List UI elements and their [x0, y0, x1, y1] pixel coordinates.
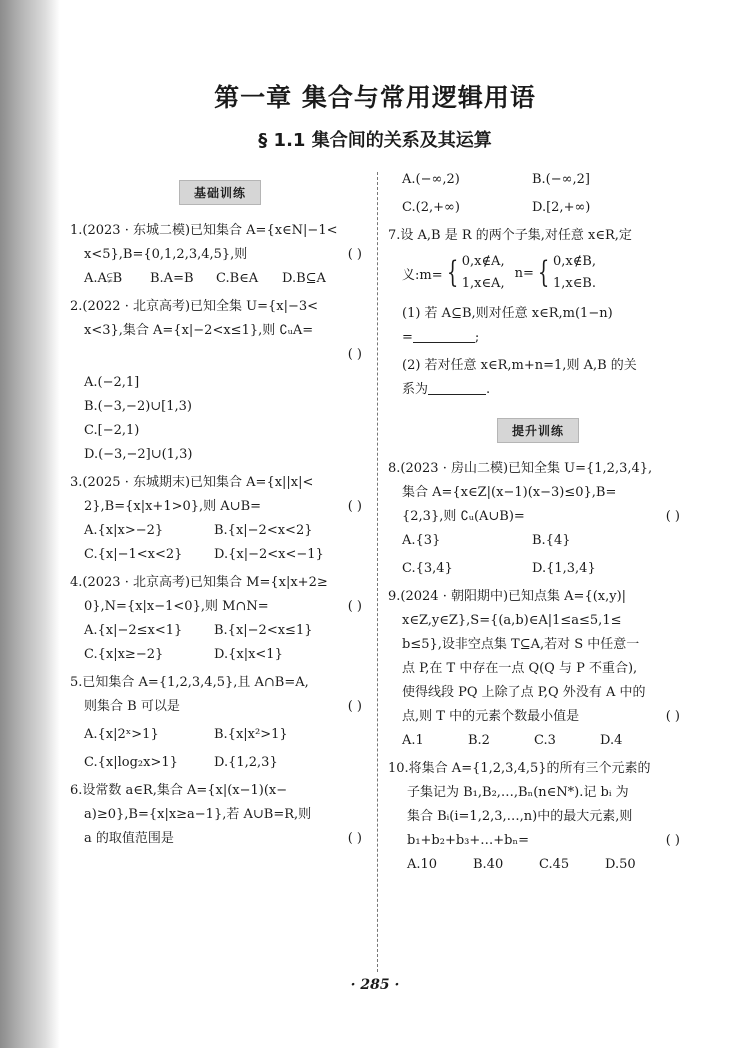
option-d: D.4 [600, 733, 623, 748]
q3-line-1: 3.(2025 · 东城期末)已知集合 A={x||x|< [70, 475, 314, 490]
question-9 [388, 585, 688, 753]
question-5 [70, 671, 370, 775]
option-c: C.3 [534, 733, 556, 748]
n-cases [553, 251, 596, 295]
option-b: B.{x|x²>1} [214, 727, 288, 742]
option-b: B.{x|−2<x<2} [214, 523, 313, 538]
option-a: A.{x|−2≤x<1} [84, 623, 183, 638]
option-a: A.{3} [402, 533, 441, 548]
q7-part-1-end: ; [474, 330, 480, 345]
answer-paren: ( ) [347, 831, 362, 846]
question-3 [70, 471, 370, 567]
q8-line-1: 8.(2023 · 房山二模)已知全集 U={1,2,3,4}, [388, 461, 653, 476]
answer-blank[interactable] [428, 380, 486, 395]
q10-line-4: b₁+b₂+b₃+…+bₙ= [407, 833, 530, 848]
q6-option-d: D.[2,+∞) [532, 200, 591, 215]
q5-line-2: 则集合 B 可以是 [84, 699, 180, 714]
option-b: B.{x|−2<x≤1} [214, 623, 313, 638]
question-7 [388, 224, 688, 402]
advanced-training-banner: 提升训练 [497, 418, 579, 443]
page-number: · 285 · [350, 977, 400, 993]
question-1 [70, 219, 370, 291]
q4-line-1: 4.(2023 · 北京高考)已知集合 M={x|x+2≥ [70, 575, 328, 590]
n-case-1: 0,x∉B, [552, 254, 596, 269]
q7-piecewise-definition [388, 248, 688, 298]
answer-paren: ( ) [347, 347, 362, 362]
option-c: C.{x|x≥−2} [84, 647, 164, 662]
option-a: A.{x|x>−2} [84, 523, 164, 538]
option-d: D.{x|x<1} [214, 647, 283, 662]
q1-line-2: x<5},B={0,1,2,3,4,5},则 [84, 247, 248, 262]
q3-line-2: 2},B={x|x+1>0},则 A∪B= [84, 499, 262, 514]
option-b: B.{4} [532, 533, 571, 548]
question-10 [388, 757, 688, 877]
q9-line-3: b≤5},设非空点集 T⊆A,若对 S 中任意一 [402, 637, 640, 652]
q8-line-3: {2,3},则 ∁ᵤ(A∪B)= [402, 509, 525, 524]
answer-paren: ( ) [665, 509, 680, 524]
question-4 [70, 571, 370, 667]
binding-shadow [0, 0, 60, 1048]
option-b: B.40 [473, 857, 504, 872]
q7-part-1: (1) 若 A⊆B,则对任意 x∈R,m(1−n) [402, 306, 613, 321]
q6-option-c: C.(2,+∞) [402, 200, 460, 215]
left-brace: { [537, 255, 550, 290]
chapter-title: 第一章 集合与常用逻辑用语 [214, 83, 536, 112]
q6-option-b: B.(−∞,2] [532, 172, 590, 187]
basic-training-banner: 基础训练 [179, 180, 261, 205]
question-2 [70, 295, 370, 467]
q7-line-1: 7.设 A,B 是 R 的两个子集,对任意 x∈R,定 [388, 228, 632, 243]
n-case-2: 1,x∈B. [552, 276, 596, 291]
q2-line-1: 2.(2022 · 北京高考)已知全集 U={x|−3< [70, 299, 319, 314]
q9-line-5: 使得线段 PQ 上除了点 P,Q 外没有 A 中的 [402, 685, 646, 700]
option-a: A.10 [407, 857, 438, 872]
option-a: A.{x|2ˣ>1} [84, 727, 159, 742]
answer-paren: ( ) [347, 599, 362, 614]
option-a: A.1 [402, 733, 424, 748]
option-d: D.(−3,−2]∪(1,3) [84, 447, 193, 462]
option-c: C.[−2,1) [84, 423, 140, 438]
option-d: D.{1,3,4} [532, 561, 596, 576]
m-case-1: 0,x∉A, [461, 254, 505, 269]
q6-line-1: 6.设常数 a∈R,集合 A={x|(x−1)(x− [70, 783, 288, 798]
section-title: § 1.1 集合间的关系及其运算 [258, 130, 492, 151]
option-c: C.{3,4} [402, 561, 453, 576]
q2-line-2: x<3},集合 A={x|−2<x≤1},则 ∁ᵤA= [84, 323, 314, 338]
column-divider [377, 172, 378, 972]
option-b: B.A=B [150, 271, 194, 286]
option-d: D.{x|−2<x<−1} [214, 547, 324, 562]
left-brace: { [446, 255, 458, 290]
option-c: C.B∈A [216, 271, 259, 286]
q7-part-1-eq: = [402, 330, 413, 345]
q6-line-2: a)≥0},B={x|x≥a−1},若 A∪B=R,则 [84, 807, 312, 822]
answer-paren: ( ) [347, 499, 362, 514]
q7-part-2: (2) 若对任意 x∈R,m+n=1,则 A,B 的关 [402, 358, 637, 373]
q9-line-6: 点,则 T 中的元素个数最小值是 [402, 709, 580, 724]
option-d: D.{1,2,3} [214, 755, 278, 770]
q1-options [70, 267, 370, 291]
answer-paren: ( ) [347, 699, 362, 714]
q10-line-2: 子集记为 B₁,B₂,…,Bₙ(n∈N*).记 bᵢ 为 [407, 785, 629, 800]
q1-line-1: 1.(2023 · 东城二模)已知集合 A={x∈N|−1< [70, 223, 338, 238]
option-b: B.(−3,−2)∪[1,3) [84, 399, 192, 414]
q7-n-prefix: n= [514, 265, 534, 281]
q7-part-2-b: 系为 [402, 382, 429, 397]
option-d: D.B⊆A [282, 271, 326, 286]
option-b: B.2 [468, 733, 490, 748]
m-cases [462, 251, 505, 295]
right-column [388, 168, 688, 877]
q7-def-prefix: 义:m= [402, 267, 443, 283]
option-c: C.45 [539, 857, 570, 872]
q7-part-2-end: . [486, 382, 491, 397]
q10-line-3: 集合 Bᵢ(i=1,2,3,…,n)中的最大元素,则 [407, 809, 633, 824]
answer-paren: ( ) [347, 247, 362, 262]
q4-line-2: 0},N={x|x−1<0},则 M∩N= [84, 599, 269, 614]
option-a: A.A⫋B [84, 271, 123, 286]
q6-line-3: a 的取值范围是 [84, 831, 174, 846]
m-case-2: 1,x∈A, [461, 276, 505, 291]
question-8 [388, 457, 688, 581]
q10-line-1: 10.将集合 A={1,2,3,4,5}的所有三个元素的 [388, 761, 651, 776]
answer-paren: ( ) [665, 833, 680, 848]
answer-blank[interactable] [413, 328, 475, 343]
q8-line-2: 集合 A={x∈Z|(x−1)(x−3)≤0},B= [402, 485, 617, 500]
q6-option-a: A.(−∞,2) [402, 172, 460, 187]
left-column [70, 176, 370, 851]
q9-line-1: 9.(2024 · 朝阳期中)已知点集 A={(x,y)| [388, 589, 627, 604]
answer-paren: ( ) [665, 709, 680, 724]
option-c: C.{x|−1<x<2} [84, 547, 183, 562]
q9-line-2: x∈Z,y∈Z},S={(a,b)∈A|1≤a≤5,1≤ [402, 613, 622, 628]
question-6 [70, 779, 370, 851]
option-c: C.{x|log₂x>1} [84, 755, 178, 770]
q5-line-1: 5.已知集合 A={1,2,3,4,5},且 A∩B=A, [70, 675, 309, 690]
q9-line-4: 点 P,在 T 中存在一点 Q(Q 与 P 不重合), [402, 661, 638, 676]
option-d: D.50 [605, 857, 636, 872]
option-a: A.(−2,1] [84, 375, 140, 390]
